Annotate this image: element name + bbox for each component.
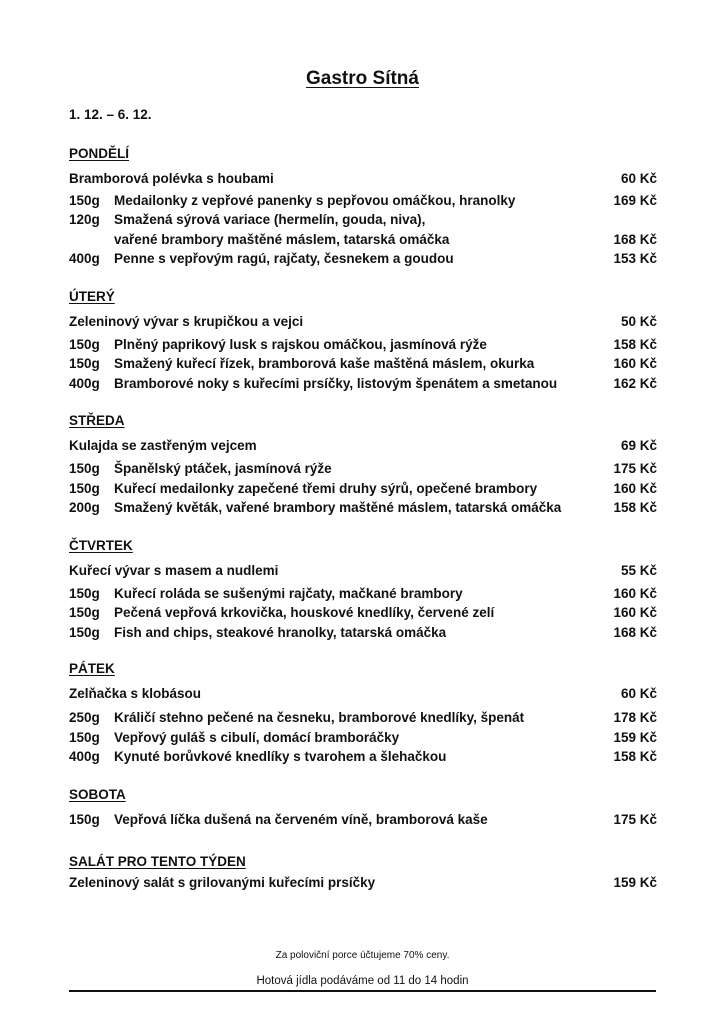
item-weight: 150g	[69, 586, 100, 601]
salad-name: Zeleninový salát s grilovanými kuřecími prsíčky	[69, 875, 376, 890]
day-heading-wednesday: STŘEDA	[69, 413, 125, 428]
soup-row	[69, 170, 657, 188]
soup-row	[69, 562, 657, 580]
footer-divider	[69, 990, 656, 992]
menu-item-row	[69, 729, 657, 747]
item-description: Kuřecí roláda se sušenými rajčaty, mačkané brambory	[114, 586, 463, 601]
item-price: 160 Kč	[613, 356, 657, 371]
item-price: 158 Kč	[613, 749, 657, 764]
salad-heading: SALÁT PRO TENTO TÝDEN	[69, 854, 246, 869]
soup-name: Zeleninový vývar s krupičkou a vejci	[69, 314, 304, 329]
serving-hours-note: Hotová jídla podáváme od 11 do 14 hodin	[256, 975, 469, 987]
day-heading-tuesday: ÚTERÝ	[69, 289, 115, 304]
soup-name: Kuřecí vývar s masem a nudlemi	[69, 563, 279, 578]
item-description: Plněný paprikový lusk s rajskou omáčkou, jasmínová rýže	[114, 337, 487, 352]
menu-item-row	[69, 192, 657, 210]
day-heading-monday: PONDĚLÍ	[69, 146, 130, 161]
menu-item-row	[69, 709, 657, 727]
item-description: Smažená sýrová variace (hermelín, gouda, niva),	[114, 212, 426, 227]
item-price: 168 Kč	[613, 625, 657, 640]
item-price: 162 Kč	[613, 376, 657, 391]
item-description: Fish and chips, steakové hranolky, tatarská omáčka	[114, 625, 447, 640]
item-price: 175 Kč	[613, 461, 657, 476]
item-weight: 150g	[69, 812, 100, 827]
soup-price: 69 Kč	[620, 438, 657, 453]
soup-row	[69, 437, 657, 455]
item-weight: 250g	[69, 710, 100, 725]
item-description: Kuřecí medailonky zapečené třemi druhy sýrů, opečené brambory	[114, 481, 538, 496]
menu-item-row	[69, 211, 657, 229]
menu-item-row	[69, 585, 657, 603]
item-description: Vepřový guláš s cibulí, domácí bramboráčky	[114, 730, 400, 745]
date-range: 1. 12. – 6. 12.	[69, 107, 152, 122]
half-portion-note: Za poloviční porce účtujeme 70% ceny.	[275, 950, 450, 961]
item-weight: 150g	[69, 481, 100, 496]
item-weight: 120g	[69, 212, 100, 227]
item-description: Španělský ptáček, jasmínová rýže	[114, 461, 332, 476]
item-price: 158 Kč	[613, 500, 657, 515]
soup-name: Bramborová polévka s houbami	[69, 171, 274, 186]
salad-row	[69, 874, 657, 892]
item-description: Králičí stehno pečené na česneku, bramborové knedlíky, špenát	[114, 710, 525, 725]
item-weight: 150g	[69, 356, 100, 371]
menu-item-row	[69, 604, 657, 622]
menu-item-row	[69, 375, 657, 393]
soup-row	[69, 685, 657, 703]
menu-item-row	[69, 811, 657, 829]
soup-name: Zelňačka s klobásou	[69, 686, 202, 701]
menu-item-row	[69, 480, 657, 498]
item-price: 169 Kč	[613, 193, 657, 208]
menu-item-row	[69, 336, 657, 354]
soup-name: Kulajda se zastřeným vejcem	[69, 438, 257, 453]
item-weight: 150g	[69, 625, 100, 640]
menu-item-row	[69, 460, 657, 478]
item-description: Bramborové noky s kuřecími prsíčky, listovým špenátem a smetanou	[114, 376, 558, 391]
soup-price: 60 Kč	[620, 171, 657, 186]
day-heading-thursday: ČTVRTEK	[69, 538, 133, 553]
item-price: 160 Kč	[613, 605, 657, 620]
menu-item-row	[69, 624, 657, 642]
item-description: Penne s vepřovým ragú, rajčaty, česnekem a goudou	[114, 251, 454, 266]
item-weight: 150g	[69, 730, 100, 745]
item-description: Pečená vepřová krkovička, houskové knedlíky, červené zelí	[114, 605, 495, 620]
item-weight: 150g	[69, 337, 100, 352]
item-weight: 200g	[69, 500, 100, 515]
soup-row	[69, 313, 657, 331]
item-description: Smažený kuřecí řízek, bramborová kaše maštěná máslem, okurka	[114, 356, 535, 371]
item-price: 160 Kč	[613, 481, 657, 496]
salad-price: 159 Kč	[613, 875, 657, 890]
item-price: 158 Kč	[613, 337, 657, 352]
soup-price: 55 Kč	[620, 563, 657, 578]
day-heading-saturday: SOBOTA	[69, 787, 126, 802]
item-weight: 150g	[69, 461, 100, 476]
menu-item-row	[69, 250, 657, 268]
item-weight: 400g	[69, 749, 100, 764]
menu-item-row	[69, 499, 657, 517]
day-heading-friday: PÁTEK	[69, 661, 115, 676]
item-description: Smažený květák, vařené brambory maštěné máslem, tatarská omáčka	[114, 500, 562, 515]
item-weight: 400g	[69, 251, 100, 266]
menu-item-row-continued	[69, 231, 657, 249]
item-description: Medailonky z vepřové panenky s pepřovou omáčkou, hranolky	[114, 193, 516, 208]
item-price: 178 Kč	[613, 710, 657, 725]
item-description-continued: vařené brambory maštěné máslem, tatarská omáčka	[114, 232, 450, 247]
item-description: Kynuté borůvkové knedlíky s tvarohem a šlehačkou	[114, 749, 447, 764]
item-price: 153 Kč	[613, 251, 657, 266]
item-price: 175 Kč	[613, 812, 657, 827]
item-description: Vepřová líčka dušená na červeném víně, bramborová kaše	[114, 812, 488, 827]
item-price: 160 Kč	[613, 586, 657, 601]
page-title: Gastro Sítná	[306, 68, 419, 89]
soup-price: 60 Kč	[620, 686, 657, 701]
soup-price: 50 Kč	[620, 314, 657, 329]
item-weight: 150g	[69, 605, 100, 620]
item-price: 159 Kč	[613, 730, 657, 745]
menu-item-row	[69, 748, 657, 766]
item-weight: 150g	[69, 193, 100, 208]
item-price: 168 Kč	[613, 232, 657, 247]
item-weight: 400g	[69, 376, 100, 391]
menu-item-row	[69, 355, 657, 373]
